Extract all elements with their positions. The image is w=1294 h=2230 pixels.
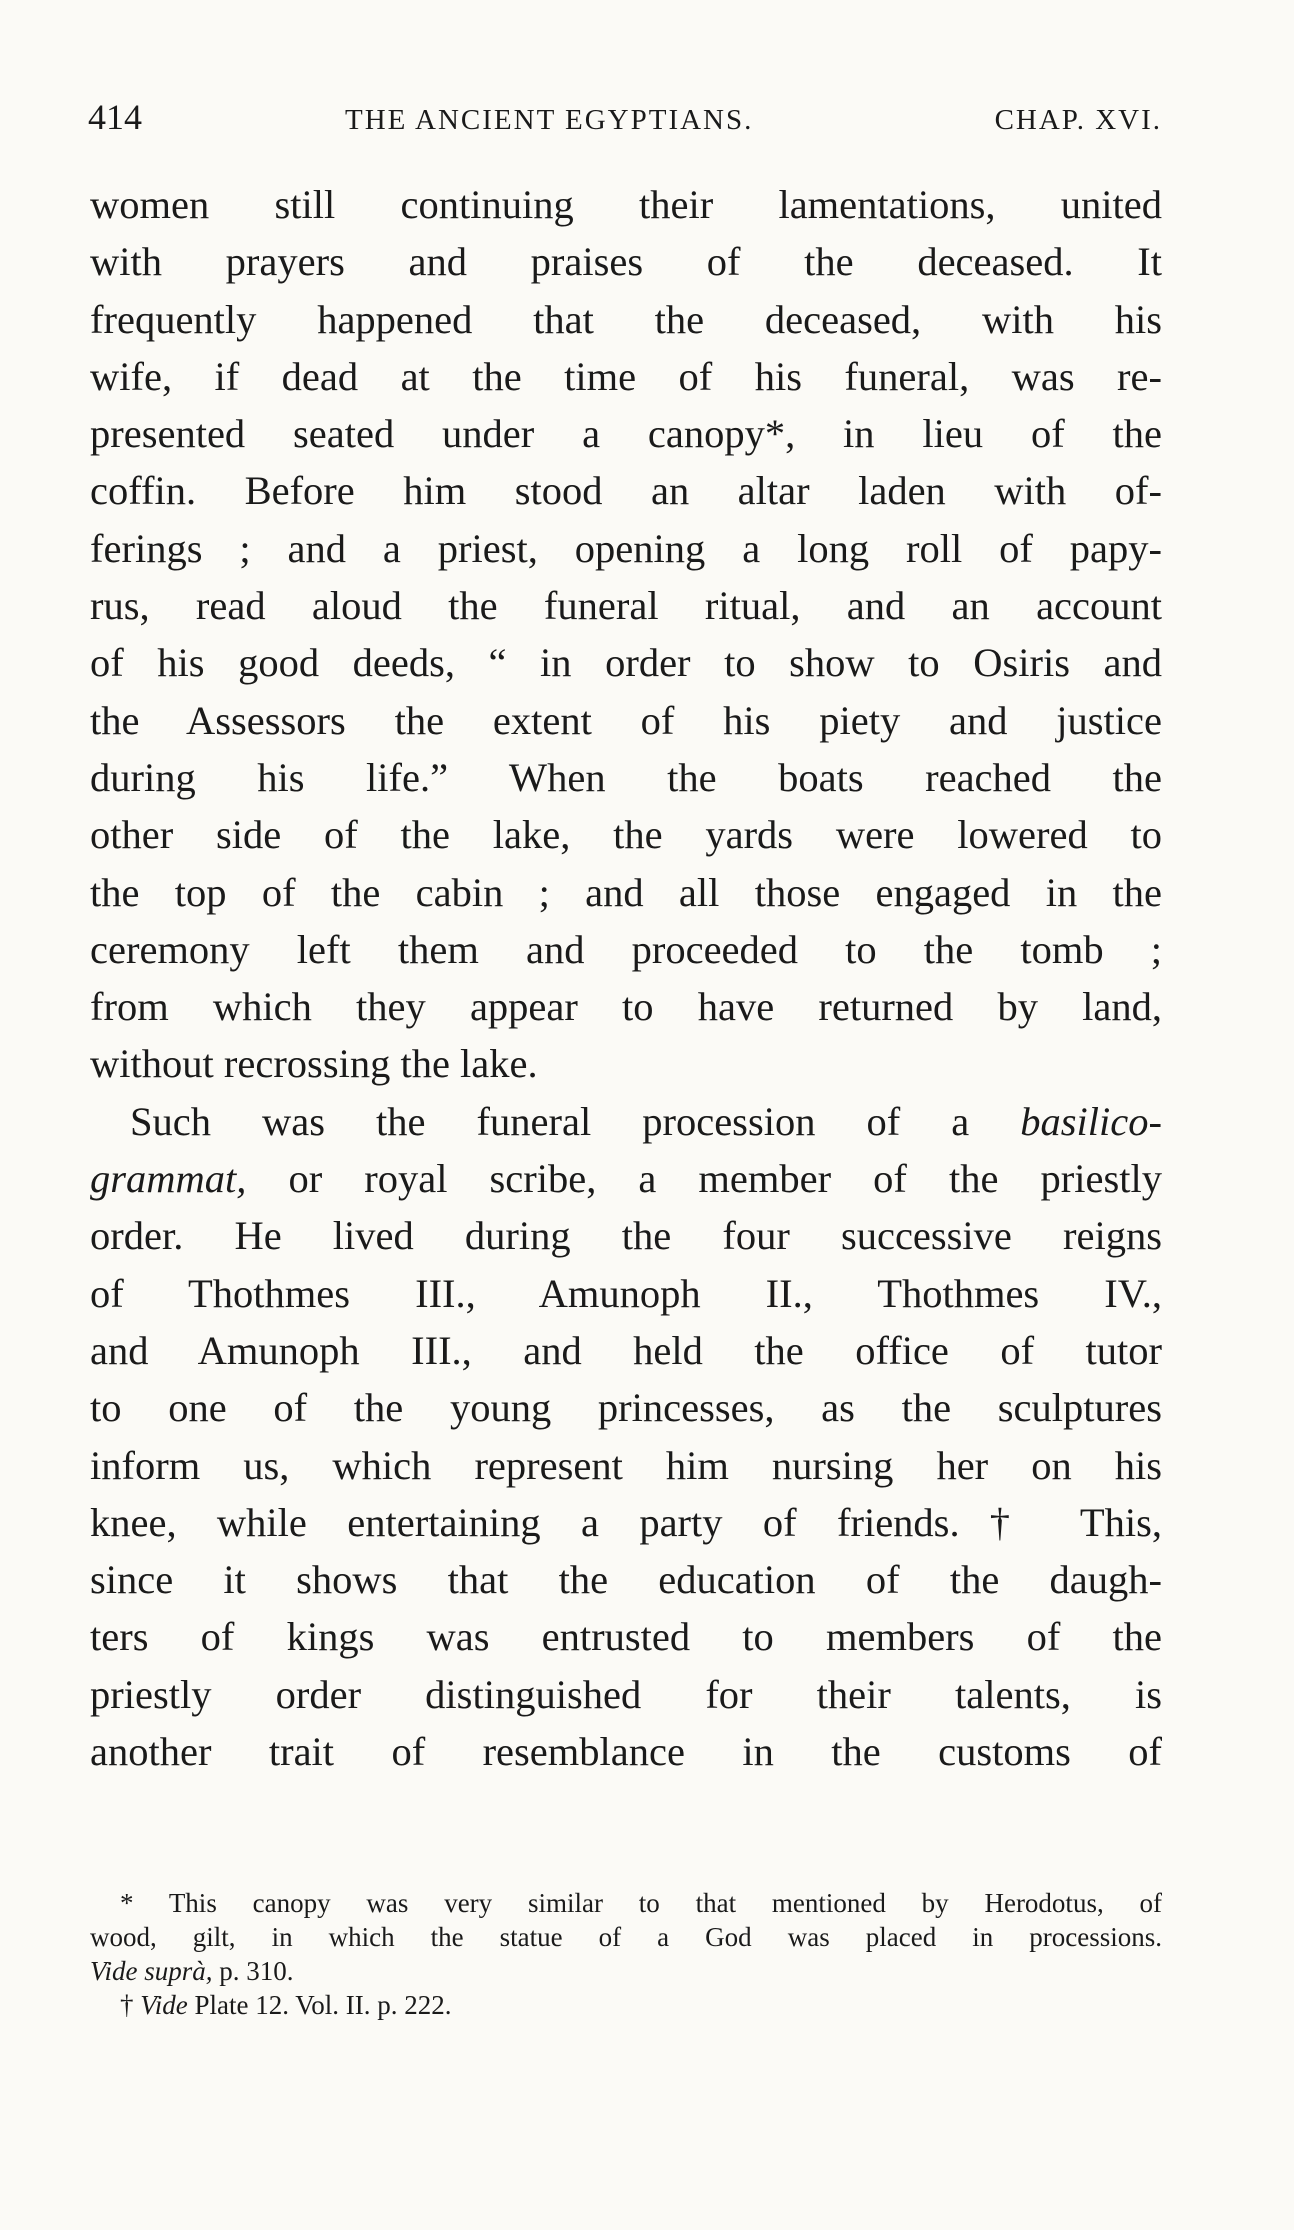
footnote-line	[90, 1988, 1162, 2022]
page-number: 414	[88, 97, 142, 137]
text-line: and Amunoph III., and held the office of tutor	[90, 1327, 1162, 1373]
text-line: the top of the cabin ; and all those engaged in the	[90, 869, 1162, 915]
text-line	[90, 1150, 1162, 1207]
text-line: of his good deeds, “ in order to show to Osiris and	[90, 640, 1162, 686]
chapter-label: CHAP. XVI.	[994, 104, 1162, 136]
text-segment: Such was the funeral procession of a	[130, 1098, 1021, 1144]
text-line: priestly order distinguished for their talents, is	[90, 1671, 1162, 1717]
text-line: since it shows that the education of the daugh-	[90, 1557, 1162, 1603]
main-text	[90, 176, 1162, 1780]
italic-term: grammat,	[90, 1156, 247, 1202]
text-line: inform us, which represent him nursing her on his	[90, 1442, 1162, 1488]
text-segment: or royal scribe, a member of the priestly	[246, 1156, 1162, 1202]
text-line: other side of the lake, the yards were lowered to	[90, 812, 1162, 858]
text-line: coffin. Before him stood an altar laden with of-	[90, 468, 1162, 514]
italic-term: basilico-	[1020, 1098, 1162, 1144]
text-segment: p. 310.	[212, 1956, 294, 1986]
text-line: knee, while entertaining a party of friends.† This,	[90, 1499, 1162, 1545]
text-line: ters of kings was entrusted to members of the	[90, 1614, 1162, 1660]
text-line: without recrossing the lake.	[90, 1041, 538, 1087]
text-line: during his life.” When the boats reached the	[90, 754, 1162, 800]
text-segment: Plate 12. Vol. II. p. 222.	[187, 1990, 452, 2020]
text-line: from which they appear to have returned by land,	[90, 984, 1162, 1030]
text-line: women still continuing their lamentations, united	[90, 182, 1162, 227]
footnote-line: wood, gilt, in which the statue of a God was placed in processions.	[90, 1922, 1162, 1952]
footnote-line	[90, 1954, 1162, 1988]
text-line: with prayers and praises of the deceased. It	[90, 239, 1162, 285]
running-header	[88, 96, 1162, 144]
text-line	[90, 1093, 1162, 1150]
text-line: of Thothmes III., Amunoph II., Thothmes IV.,	[90, 1270, 1162, 1316]
text-line: ceremony left them and proceeded to the tomb ;	[90, 926, 1162, 972]
footnotes	[90, 1886, 1162, 2022]
italic-term: Vide suprà,	[90, 1956, 213, 1986]
text-line: another trait of resemblance in the customs of	[90, 1729, 1162, 1775]
text-line: order. He lived during the four successive reigns	[90, 1213, 1162, 1259]
running-title: THE ANCIENT EGYPTIANS.	[345, 104, 754, 136]
text-line: presented seated under a canopy*, in lieu of the	[90, 411, 1162, 457]
dagger-mark: †	[120, 1990, 141, 2020]
text-line: to one of the young princesses, as the sculptures	[90, 1385, 1162, 1431]
text-line: wife, if dead at the time of his funeral, was re-	[90, 353, 1162, 399]
footnote-line: * This canopy was very similar to that mentioned by Herodotus, of	[120, 1888, 1162, 1918]
text-line: rus, read aloud the funeral ritual, and an account	[90, 583, 1162, 629]
text-line: ferings ; and a priest, opening a long roll of papy-	[90, 525, 1162, 571]
italic-term: Vide	[140, 1990, 188, 2020]
text-line: the Assessors the extent of his piety and justice	[90, 697, 1162, 743]
text-line: frequently happened that the deceased, with his	[90, 296, 1162, 342]
